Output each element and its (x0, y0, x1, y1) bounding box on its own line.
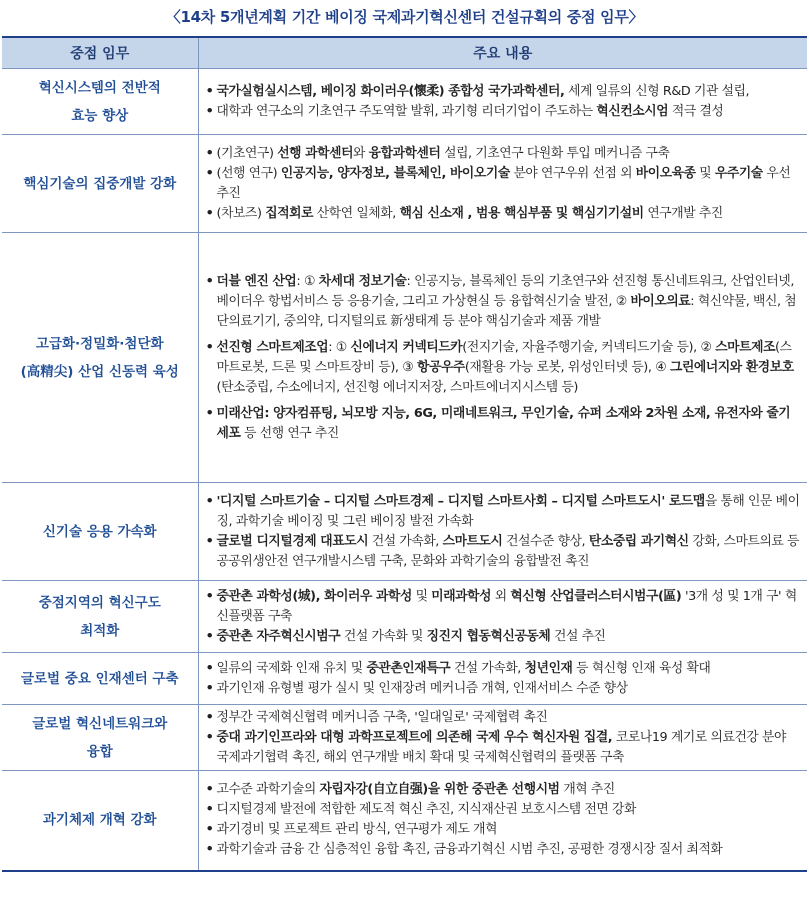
plain-text: 건설 가속화, (450, 660, 525, 676)
plain-text: 강화, 스마트의료 등 공공위생안전 연구개발시스템 구축, 문화와 과학기술의 융합발전 촉진 (216, 533, 800, 569)
bold-text: 혁신컨소시엄 (596, 103, 669, 119)
task-category-line: (高精尖) 산업 신동력 육성 (20, 363, 179, 380)
bullet-text (217, 587, 802, 627)
task-category-line: 효능 향상 (71, 107, 129, 124)
table-row (2, 135, 807, 233)
task-category-line: 중점지역의 혁신구도 (38, 594, 161, 611)
bold-text: 미래산업: 양자컴퓨팅, 뇌모방 지능, 6G, 미래네트워크, 무인기술, 슈퍼 소재와 2차원 소재, 유전자와 줄기세포 (216, 405, 791, 441)
bullet-text (217, 102, 802, 122)
detail-bullet (203, 338, 802, 398)
bullet-text (217, 532, 802, 572)
table-row (2, 653, 807, 705)
plain-text: (전지기술, 자율주행기술, 커넥티드기술 등), ② (462, 339, 716, 355)
detail-bullet (203, 102, 802, 122)
bullet-icon: • (205, 165, 214, 181)
detail-bullet (203, 532, 802, 572)
bold-text: 스마트제조 (715, 339, 776, 355)
detail-bullet (203, 492, 802, 532)
plain-text: 대학과 연구소의 기초연구 주도역할 발휘, 과기형 리더기업이 주도하는 (216, 103, 597, 119)
task-category (2, 581, 198, 653)
bullet-icon: • (205, 405, 214, 421)
plain-text: 디지털경제 발전에 적합한 제도적 혁신 추진, 지식재산권 보호시스템 전면 강화 (216, 802, 636, 818)
plain-text: : 인공지능, 블록체인 등의 기초연구와 선진형 통신네트워크, 산업인터넷, 베이더우 항법서비스 등 응용기술, 그리고 가상현실 등 융합혁신기술 발전, ② (216, 273, 794, 309)
detail-bullet (203, 820, 802, 840)
plain-text: 외 (491, 588, 511, 604)
table-row (2, 771, 807, 871)
task-category-line: 신기술 응용 가속화 (42, 523, 157, 540)
detail-bullet (203, 272, 802, 332)
bold-text: 신에너지 커넥티드카 (350, 339, 463, 355)
plain-text: 등 혁신형 인재 육성 확대 (572, 660, 711, 676)
task-category (2, 69, 198, 135)
bullet-icon: • (205, 822, 214, 838)
plain-text: 건설 가속화 및 (340, 628, 427, 644)
plain-text: 설립, 기초연구 다원화 투입 메커니즘 구축 (440, 145, 670, 161)
bold-text: 바이오육종 (635, 165, 696, 181)
task-details (198, 483, 807, 581)
bullet-text (217, 840, 802, 860)
task-details (198, 771, 807, 871)
task-category (2, 653, 198, 705)
table-row (2, 483, 807, 581)
plain-text: 과기인재 유형별 평가 실시 및 인재장려 메커니즘 개혁, 인재서비스 수준 향상 (216, 680, 628, 696)
task-category-line: 글로벌 혁신네트워크와 (32, 715, 168, 732)
bullet-icon: • (205, 802, 214, 818)
bullet-icon: • (205, 339, 214, 355)
plain-text: 을 통해 인문 베이징, 과학기술 베이징 및 그린 베이징 발전 가속화 (216, 493, 800, 529)
bullet-icon: • (205, 493, 214, 509)
bullet-icon: • (205, 273, 214, 289)
plain-text: 과학기술과 금융 간 심층적인 융합 촉진, 금융과기혁신 시범 추진, 공평한 경쟁시장 질서 최적화 (216, 842, 723, 858)
bold-text: 선진형 스마트제조업 (216, 339, 329, 355)
plain-text: 건설 가속화, (368, 533, 443, 549)
task-details (198, 653, 807, 705)
bullet-text (217, 82, 802, 102)
bullet-text (217, 272, 802, 332)
task-category-line: 최적화 (80, 622, 120, 639)
bullet-icon: • (205, 729, 214, 745)
plain-text: 정부간 국제혁신협력 메커니즘 구축, '일대일로' 국제협력 촉진 (216, 709, 548, 725)
table-row (2, 581, 807, 653)
bold-text: 징진지 협동혁신공동체 (426, 628, 551, 644)
plain-text: 적극 결성 (668, 103, 724, 119)
bullet-text (217, 659, 802, 679)
bold-text: 혁신형 산업클러스터시범구(區) (510, 588, 682, 604)
bullet-text (217, 728, 802, 768)
bullet-text (217, 164, 802, 204)
bullet-icon: • (205, 842, 214, 858)
bullet-icon: • (205, 103, 214, 119)
plain-text: 세계 일류의 신형 R&D 기관 설립, (564, 83, 750, 99)
task-category-line: 융합 (86, 743, 113, 760)
bold-text: 중관촌 자주혁신시범구 (216, 628, 341, 644)
task-category (2, 135, 198, 233)
bullet-icon: • (205, 205, 214, 221)
task-details (198, 135, 807, 233)
header-main-contents: 주요 내용 (198, 37, 807, 69)
plain-text: 우선 추진 (216, 165, 791, 201)
bold-text: 융합과학센터 (368, 145, 441, 161)
bold-text: 글로벌 디지털경제 대표도시 (216, 533, 369, 549)
detail-bullet (203, 728, 802, 768)
plain-text: (스마트로봇, 드론 및 스마트장비 등), ③ (216, 339, 792, 375)
bold-text: 중관촌 과학성(城), 화이러우 과학성 (216, 588, 412, 604)
bold-text: 더블 엔진 산업 (216, 273, 297, 289)
bold-text: 탄소중립 과기혁신 (588, 533, 689, 549)
plain-text: : 혁신약물, 백신, 첨단의료기기, 중의약, 디지털의료 新생태계 등 분야 핵심기술과 제품 개발 (216, 293, 797, 329)
bullet-icon: • (205, 588, 214, 604)
bullet-icon: • (205, 660, 214, 676)
plain-text: (재활용 가능 로봇, 위성인터넷 등), ④ (464, 359, 670, 375)
task-category-line: 과기체제 개혁 강화 (42, 812, 157, 829)
task-category (2, 771, 198, 871)
detail-bullet (203, 780, 802, 800)
task-category (2, 483, 198, 581)
plain-text: (탄소중립, 수소에너지, 선진형 에너지저장, 스마트에너지시스템 등) (216, 379, 578, 395)
bold-text: 핵심 신소재 , 범용 핵심부품 및 핵심기기설비 (399, 205, 644, 221)
bullet-text (217, 679, 802, 699)
task-details (198, 581, 807, 653)
bullet-text (217, 627, 802, 647)
bullet-text (217, 800, 802, 820)
plain-text: 등 선행 연구 추진 (240, 425, 339, 441)
task-category (2, 705, 198, 771)
task-category-line: 고급화·정밀화·첨단화 (35, 335, 164, 352)
bullet-icon: • (205, 709, 214, 725)
plain-text: '3개 성 및 1개 구' 혁신플랫폼 구축 (216, 588, 797, 624)
tasks-table (2, 36, 807, 872)
detail-bullet (203, 144, 802, 164)
bold-text: 바이오의료 (630, 293, 691, 309)
task-category-line: 핵심기술의 집중개발 강화 (23, 175, 177, 192)
plain-text: 코로나19 계기로 의료건강 분야 국제과기협력 촉진, 해외 연구개발 배치 확대 및 국제혁신협력의 플랫폼 구축 (216, 729, 786, 765)
plain-text: 및 (411, 588, 432, 604)
bold-text: 항공우주 (417, 359, 465, 375)
bold-text: 중관촌인재특구 (366, 660, 451, 676)
plain-text: 개혁 추진 (559, 782, 615, 798)
table-row (2, 233, 807, 483)
bold-text: 차세대 정보기술 (318, 273, 407, 289)
bullet-icon: • (205, 680, 214, 696)
plain-text: : ① (328, 339, 351, 355)
bold-text: 국가실험실시스템, 베이징 화이러우(懷柔) 종합성 국가과학센터, (216, 83, 565, 99)
plain-text: (기초연구) (216, 145, 278, 161)
task-details (198, 705, 807, 771)
plain-text: 산학연 일체화, (313, 205, 400, 221)
page-title: 〈14차 5개년계획 기간 베이징 국제과기혁신센터 건설규획의 중점 임무〉 (165, 8, 644, 26)
detail-bullet (203, 627, 802, 647)
plain-text: 건설수준 향상, (502, 533, 589, 549)
bullet-icon: • (205, 83, 214, 99)
plain-text: 분야 연구우위 선점 외 (509, 165, 636, 181)
table-header-row (2, 37, 807, 69)
bullet-text (217, 708, 802, 728)
header-key-tasks: 중점 임무 (2, 37, 198, 69)
task-category-line: 혁신시스템의 전반적 (38, 79, 161, 96)
plain-text: 및 (695, 165, 715, 181)
plain-text: 건설 추진 (550, 628, 606, 644)
detail-bullet (203, 404, 802, 444)
task-category (2, 233, 198, 483)
bold-text: 청년인재 (524, 660, 573, 676)
bullet-text (217, 404, 802, 444)
bold-text: 중대 과기인프라와 대형 과학프로젝트에 의존해 국제 우수 혁신자원 집결, (216, 729, 613, 745)
bold-text: 집적회로 (265, 205, 314, 221)
bold-text: 그린에너지와 환경보호 (669, 359, 794, 375)
plain-text: 과기경비 및 프로젝트 관리 방식, 연구평가 제도 개혁 (216, 822, 498, 838)
table-row (2, 705, 807, 771)
plain-text: 고수준 과학기술의 (216, 782, 320, 798)
bullet-icon: • (205, 533, 214, 549)
plain-text: : ① (296, 273, 319, 289)
bullet-icon: • (205, 782, 214, 798)
bullet-text (217, 492, 802, 532)
detail-bullet (203, 800, 802, 820)
detail-bullet (203, 164, 802, 204)
bullet-text (217, 780, 802, 800)
plain-text: 연구개발 추진 (643, 205, 723, 221)
detail-bullet (203, 708, 802, 728)
detail-bullet (203, 587, 802, 627)
task-details (198, 233, 807, 483)
task-details (198, 69, 807, 135)
bold-text: 자립자강(自立自强)을 위한 중관촌 선행시범 (319, 782, 560, 798)
bold-text: 미래과학성 (431, 588, 492, 604)
table-row (2, 69, 807, 135)
bullet-text (217, 820, 802, 840)
detail-bullet (203, 679, 802, 699)
bold-text: 우주기술 (714, 165, 763, 181)
bold-text: '디지털 스마트기술 – 디지털 스마트경제 – 디지털 스마트사회 – 디지털 스마트도시' 로드맵 (216, 493, 705, 509)
detail-bullet (203, 840, 802, 860)
bullet-icon: • (205, 145, 214, 161)
bold-text: 인공지능, 양자정보, 블록체인, 바이오기술 (280, 165, 510, 181)
detail-bullet (203, 659, 802, 679)
detail-bullet (203, 82, 802, 102)
plain-text: 일류의 국제화 인재 유치 및 (216, 660, 367, 676)
plain-text: (차보즈) (216, 205, 266, 221)
plain-text: 와 (353, 145, 369, 161)
plain-text: (선행 연구) (216, 165, 281, 181)
bold-text: 스마트도시 (442, 533, 503, 549)
bullet-icon: • (205, 628, 214, 644)
bold-text: 선행 과학센터 (277, 145, 354, 161)
bullet-text (217, 338, 802, 398)
bullet-text (217, 204, 802, 224)
task-category-line: 글로벌 중요 인재센터 구축 (20, 670, 179, 687)
bullet-text (217, 144, 802, 164)
detail-bullet (203, 204, 802, 224)
